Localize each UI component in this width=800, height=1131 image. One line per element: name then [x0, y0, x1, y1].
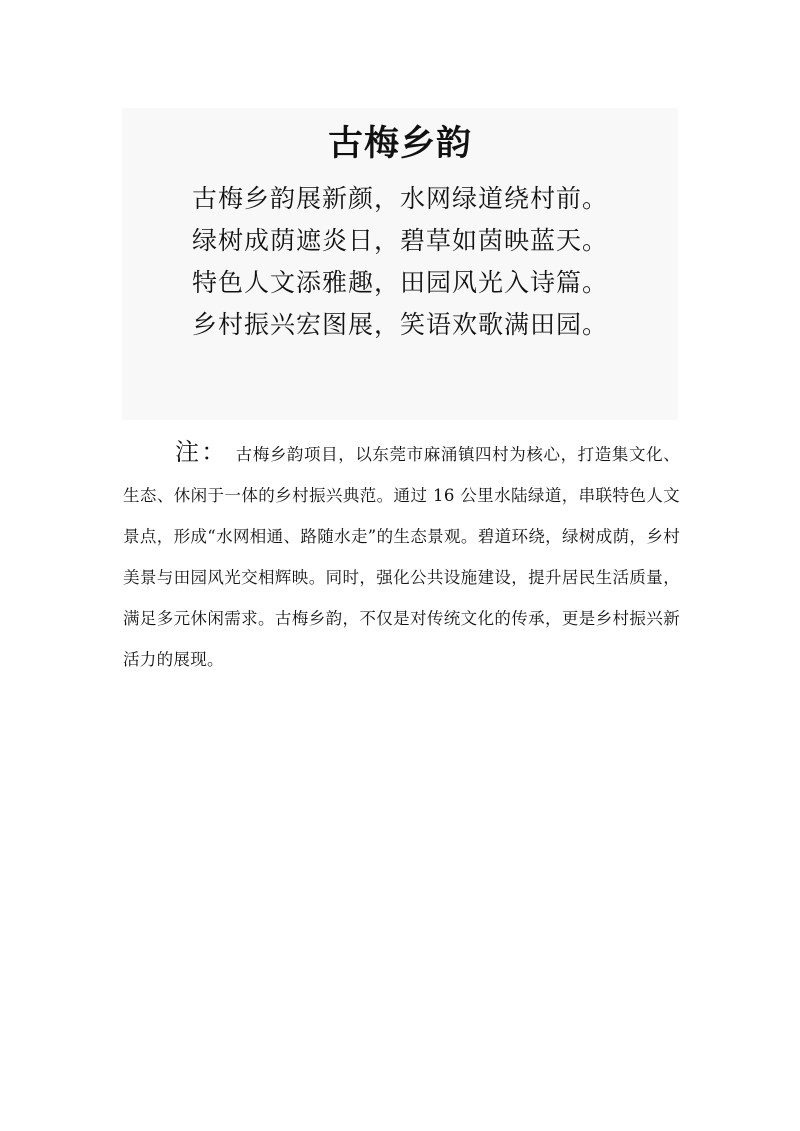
poem-line: 乡村振兴宏图展，笑语欢歌满田园。 [191, 310, 608, 339]
poem-line: 古梅乡韵展新颜，水网绿道绕村前。 [191, 184, 608, 213]
poem-lines [122, 178, 678, 346]
note-label: 注： [175, 438, 228, 466]
note-text: 古梅乡韵项目，以东莞市麻涌镇四村为核心，打造集文化、生态、休闲于一体的乡村振兴典范。通过 16 公里水陆绿道，串联特色人文景点，形成“水网相通、路随水走”的生态景观。碧道环绕，绿树成荫，乡村美景与田园风光交相辉映。同时，强化公共设施建设，提升居民生活质量，满足多元休闲需求。古梅乡韵，不仅是对传统文化的传承，更是乡村振兴新活力的展现。 [123, 445, 680, 669]
poem-block [122, 108, 678, 420]
poem-title: 古梅乡韵 [327, 124, 472, 164]
note-paragraph [123, 432, 680, 680]
poem-line: 特色人文添雅趣，田园风光入诗篇。 [191, 268, 608, 297]
poem-line: 绿树成荫遮炎日，碧草如茵映蓝天。 [191, 226, 608, 255]
